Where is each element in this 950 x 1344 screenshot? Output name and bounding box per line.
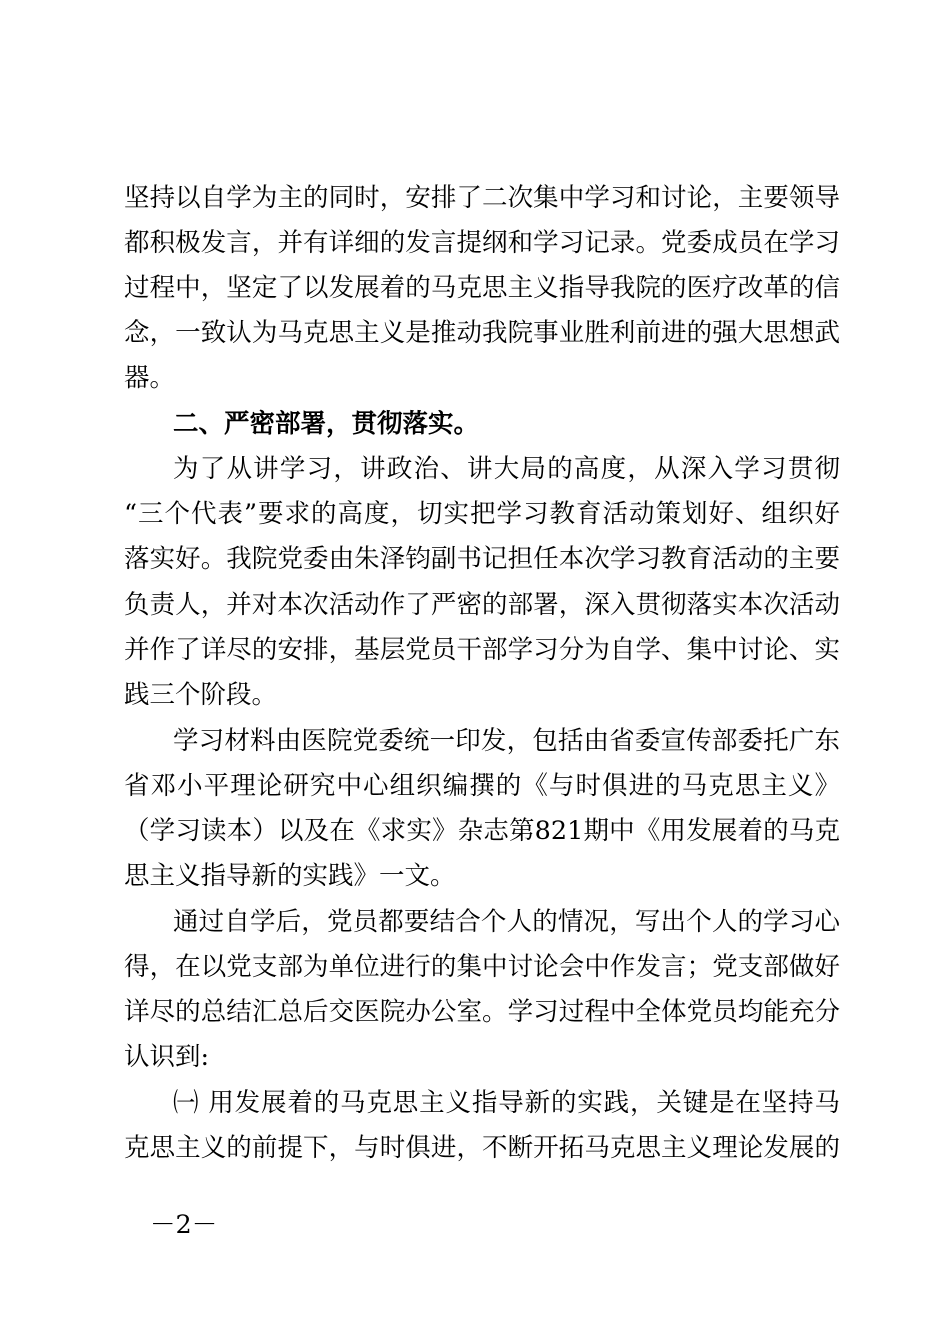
body-line: “三个代表”要求的高度，切实把学习教育活动策划好、组织好 xyxy=(124,499,840,529)
body-line: 通过自学后，党员都要结合个人的情况，写出个人的学习心 xyxy=(173,907,840,937)
body-line: 负责人，并对本次活动作了严密的部署，深入贯彻落实本次活动 xyxy=(124,590,840,620)
body-line: 念，一致认为马克思主义是推动我院事业胜利前进的强大思想武 xyxy=(124,318,840,348)
body-line: 都积极发言，并有详细的发言提纲和学习记录。党委成员在学习 xyxy=(124,228,840,258)
body-line: 得，在以党支部为单位进行的集中讨论会中作发言；党支部做好 xyxy=(124,952,840,982)
section-heading: 二、严密部署，贯彻落实。 xyxy=(173,409,480,439)
body-line: 省邓小平理论研究中心组织编撰的《与时俱进的马克思主义》 xyxy=(124,771,840,801)
body-line: 践三个阶段。 xyxy=(124,680,278,710)
body-line: 过程中，坚定了以发展着的马克思主义指导我院的医疗改革的信 xyxy=(124,273,840,303)
body-line: 克思主义的前提下，与时俱进，不断开拓马克思主义理论发展的 xyxy=(124,1133,840,1163)
page-number: －2－ xyxy=(150,1210,218,1240)
body-line: 学习材料由医院党委统一印发，包括由省委宣传部委托广东 xyxy=(173,726,840,756)
body-line: 器。 xyxy=(124,363,176,393)
body-line: 坚持以自学为主的同时，安排了二次集中学习和讨论，主要领导 xyxy=(124,183,840,213)
body-line: 为了从讲学习，讲政治、讲大局的高度，从深入学习贯彻 xyxy=(173,454,840,484)
body-line: 落实好。我院党委由朱泽钧副书记担任本次学习教育活动的主要 xyxy=(124,544,840,574)
body-line: 详尽的总结汇总后交医院办公室。学习过程中全体党员均能充分 xyxy=(124,997,840,1027)
body-line: 思主义指导新的实践》一文。 xyxy=(124,861,456,891)
list-item-line: ㈠ 用发展着的马克思主义指导新的实践，关键是在坚持马 xyxy=(173,1088,840,1118)
body-line: （学习读本）以及在《求实》杂志第821期中《用发展着的马克 xyxy=(124,816,840,846)
body-line: 认识到: xyxy=(124,1042,210,1072)
body-line: 并作了详尽的安排，基层党员干部学习分为自学、集中讨论、实 xyxy=(124,635,840,665)
